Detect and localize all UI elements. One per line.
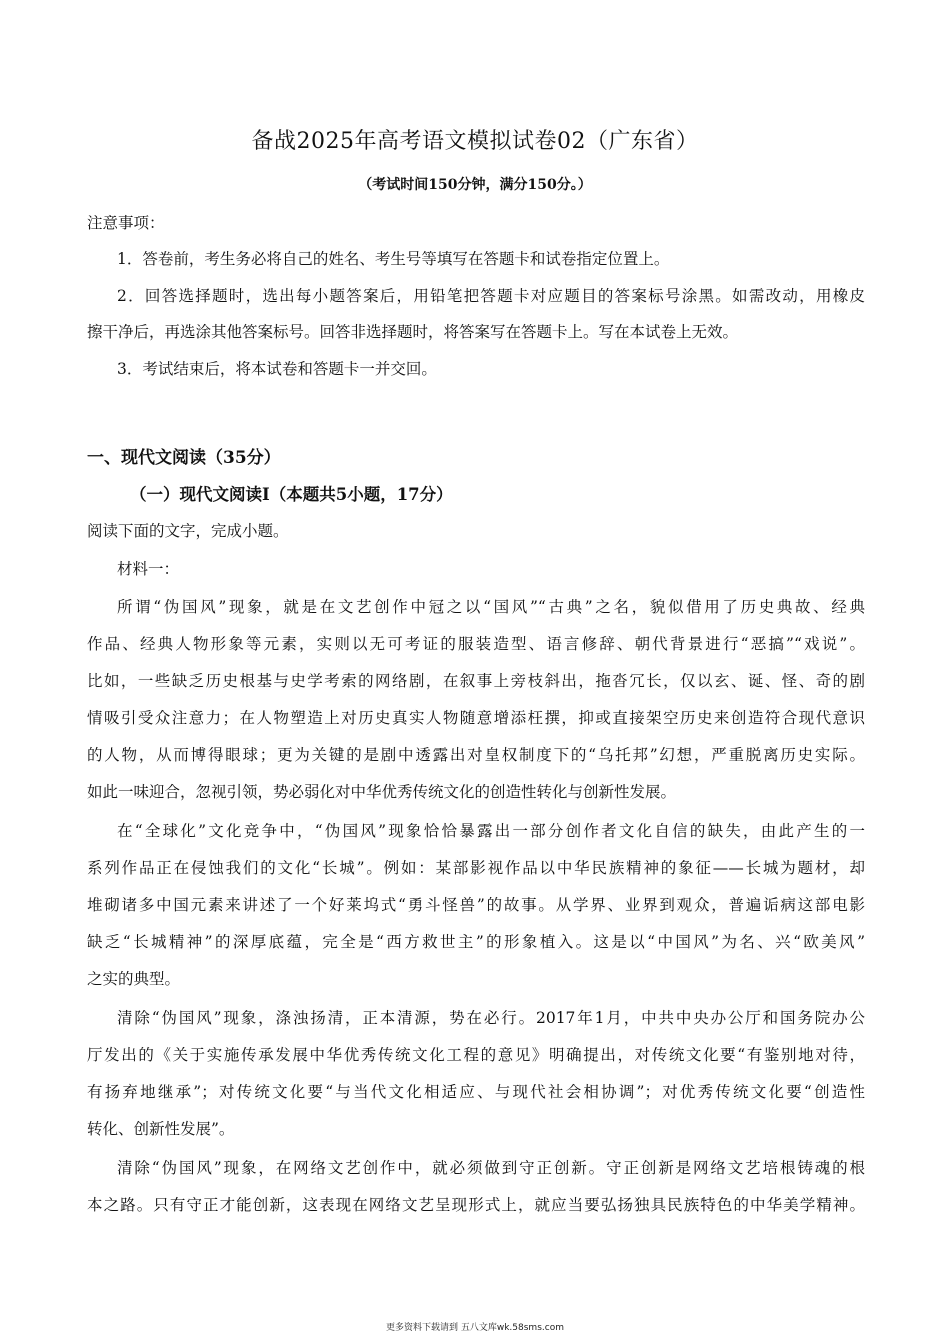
body-line: 情吸引受众注意力；在人物塑造上对历史真实人物随意增添枉撰，抑或直接架空历史来创造符合现代意识 — [87, 709, 865, 727]
subsection-heading: （一）现代文阅读Ⅰ（本题共5小题，17分） — [130, 485, 453, 504]
page-footer: 更多资料下载请到 五八文库wk.58sms.com — [386, 1323, 564, 1333]
body-line: 堆砌诸多中国元素来讲述了一个好莱坞式“勇斗怪兽”的故事。从学界、业界到观众，普遍诟病这部电影 — [87, 896, 865, 914]
reading-instruction: 阅读下面的文字，完成小题。 — [87, 522, 289, 540]
exam-duration-note: （考试时间150分钟，满分150分。） — [358, 177, 592, 193]
section-heading: 一、现代文阅读（35分） — [87, 448, 281, 468]
notice-item-1: 1．答卷前，考生务必将自己的姓名、考生号等填写在答题卡和试卷指定位置上。 — [117, 250, 670, 268]
body-line: 的人物，从而博得眼球；更为关键的是剧中透露出对皇权制度下的“乌托邦”幻想，严重脱离历史实际。 — [87, 746, 865, 764]
notice-heading: 注意事项： — [87, 214, 165, 232]
notice-item-3: 3．考试结束后，将本试卷和答题卡一并交回。 — [117, 360, 437, 378]
body-line: 作品、经典人物形象等元素，实则以无可考证的服装造型、语言修辞、朝代背景进行“恶搞”“戏说”。 — [87, 635, 865, 653]
material-label: 材料一： — [117, 560, 180, 578]
body-line: 缺乏“长城精神”的深厚底蕴，完全是“西方救世主”的形象植入。这是以“中国风”为名、兴“欧美风” — [87, 933, 865, 951]
document-title: 备战2025年高考语文模拟试卷02（广东省） — [251, 129, 699, 154]
body-line: 厅发出的《关于实施传承发展中华优秀传统文化工程的意见》明确提出，对传统文化要“有鉴别地对待， — [87, 1046, 865, 1064]
body-line: 在“全球化”文化竞争中，“伪国风”现象恰恰暴露出一部分创作者文化自信的缺失，由此产生的一 — [117, 822, 865, 840]
notice-item-2-continued: 擦干净后，再选涂其他答案标号。回答非选择题时，将答案写在答题卡上。写在本试卷上无效。 — [87, 323, 739, 341]
body-line: 清除“伪国风”现象，在网络文艺创作中，就必须做到守正创新。守正创新是网络文艺培根铸魂的根 — [117, 1159, 865, 1177]
body-line: 转化、创新性发展”。 — [87, 1120, 235, 1138]
body-line: 所谓“伪国风”现象，就是在文艺创作中冠之以“国风”“古典”之名，貌似借用了历史典故、经典 — [117, 598, 865, 616]
notice-item-2: 2．回答选择题时，选出每小题答案后，用铅笔把答题卡对应题目的答案标号涂黑。如需改动，用橡皮 — [117, 287, 865, 305]
body-line: 如此一味迎合，忽视引领，势必弱化对中华优秀传统文化的创造性转化与创新性发展。 — [87, 783, 677, 801]
body-line: 比如，一些缺乏历史根基与史学考索的网络剧，在叙事上旁枝斜出，拖沓冗长，仅以玄、诞、怪、奇的剧 — [87, 672, 865, 690]
body-line: 清除“伪国风”现象，涤浊扬清，正本清源，势在必行。2017年1月，中共中央办公厅和国务院办公 — [117, 1009, 865, 1027]
body-line: 之实的典型。 — [87, 970, 181, 988]
body-line: 本之路。只有守正才能创新，这表现在网络文艺呈现形式上，就应当要弘扬独具民族特色的中华美学精神。 — [87, 1196, 865, 1214]
body-line: 有扬弃地继承”；对传统文化要“与当代文化相适应、与现代社会相协调”；对优秀传统文化要“创造性 — [87, 1083, 865, 1101]
body-line: 系列作品正在侵蚀我们的文化“长城”。例如：某部影视作品以中华民族精神的象征——长城为题材，却 — [87, 859, 865, 877]
